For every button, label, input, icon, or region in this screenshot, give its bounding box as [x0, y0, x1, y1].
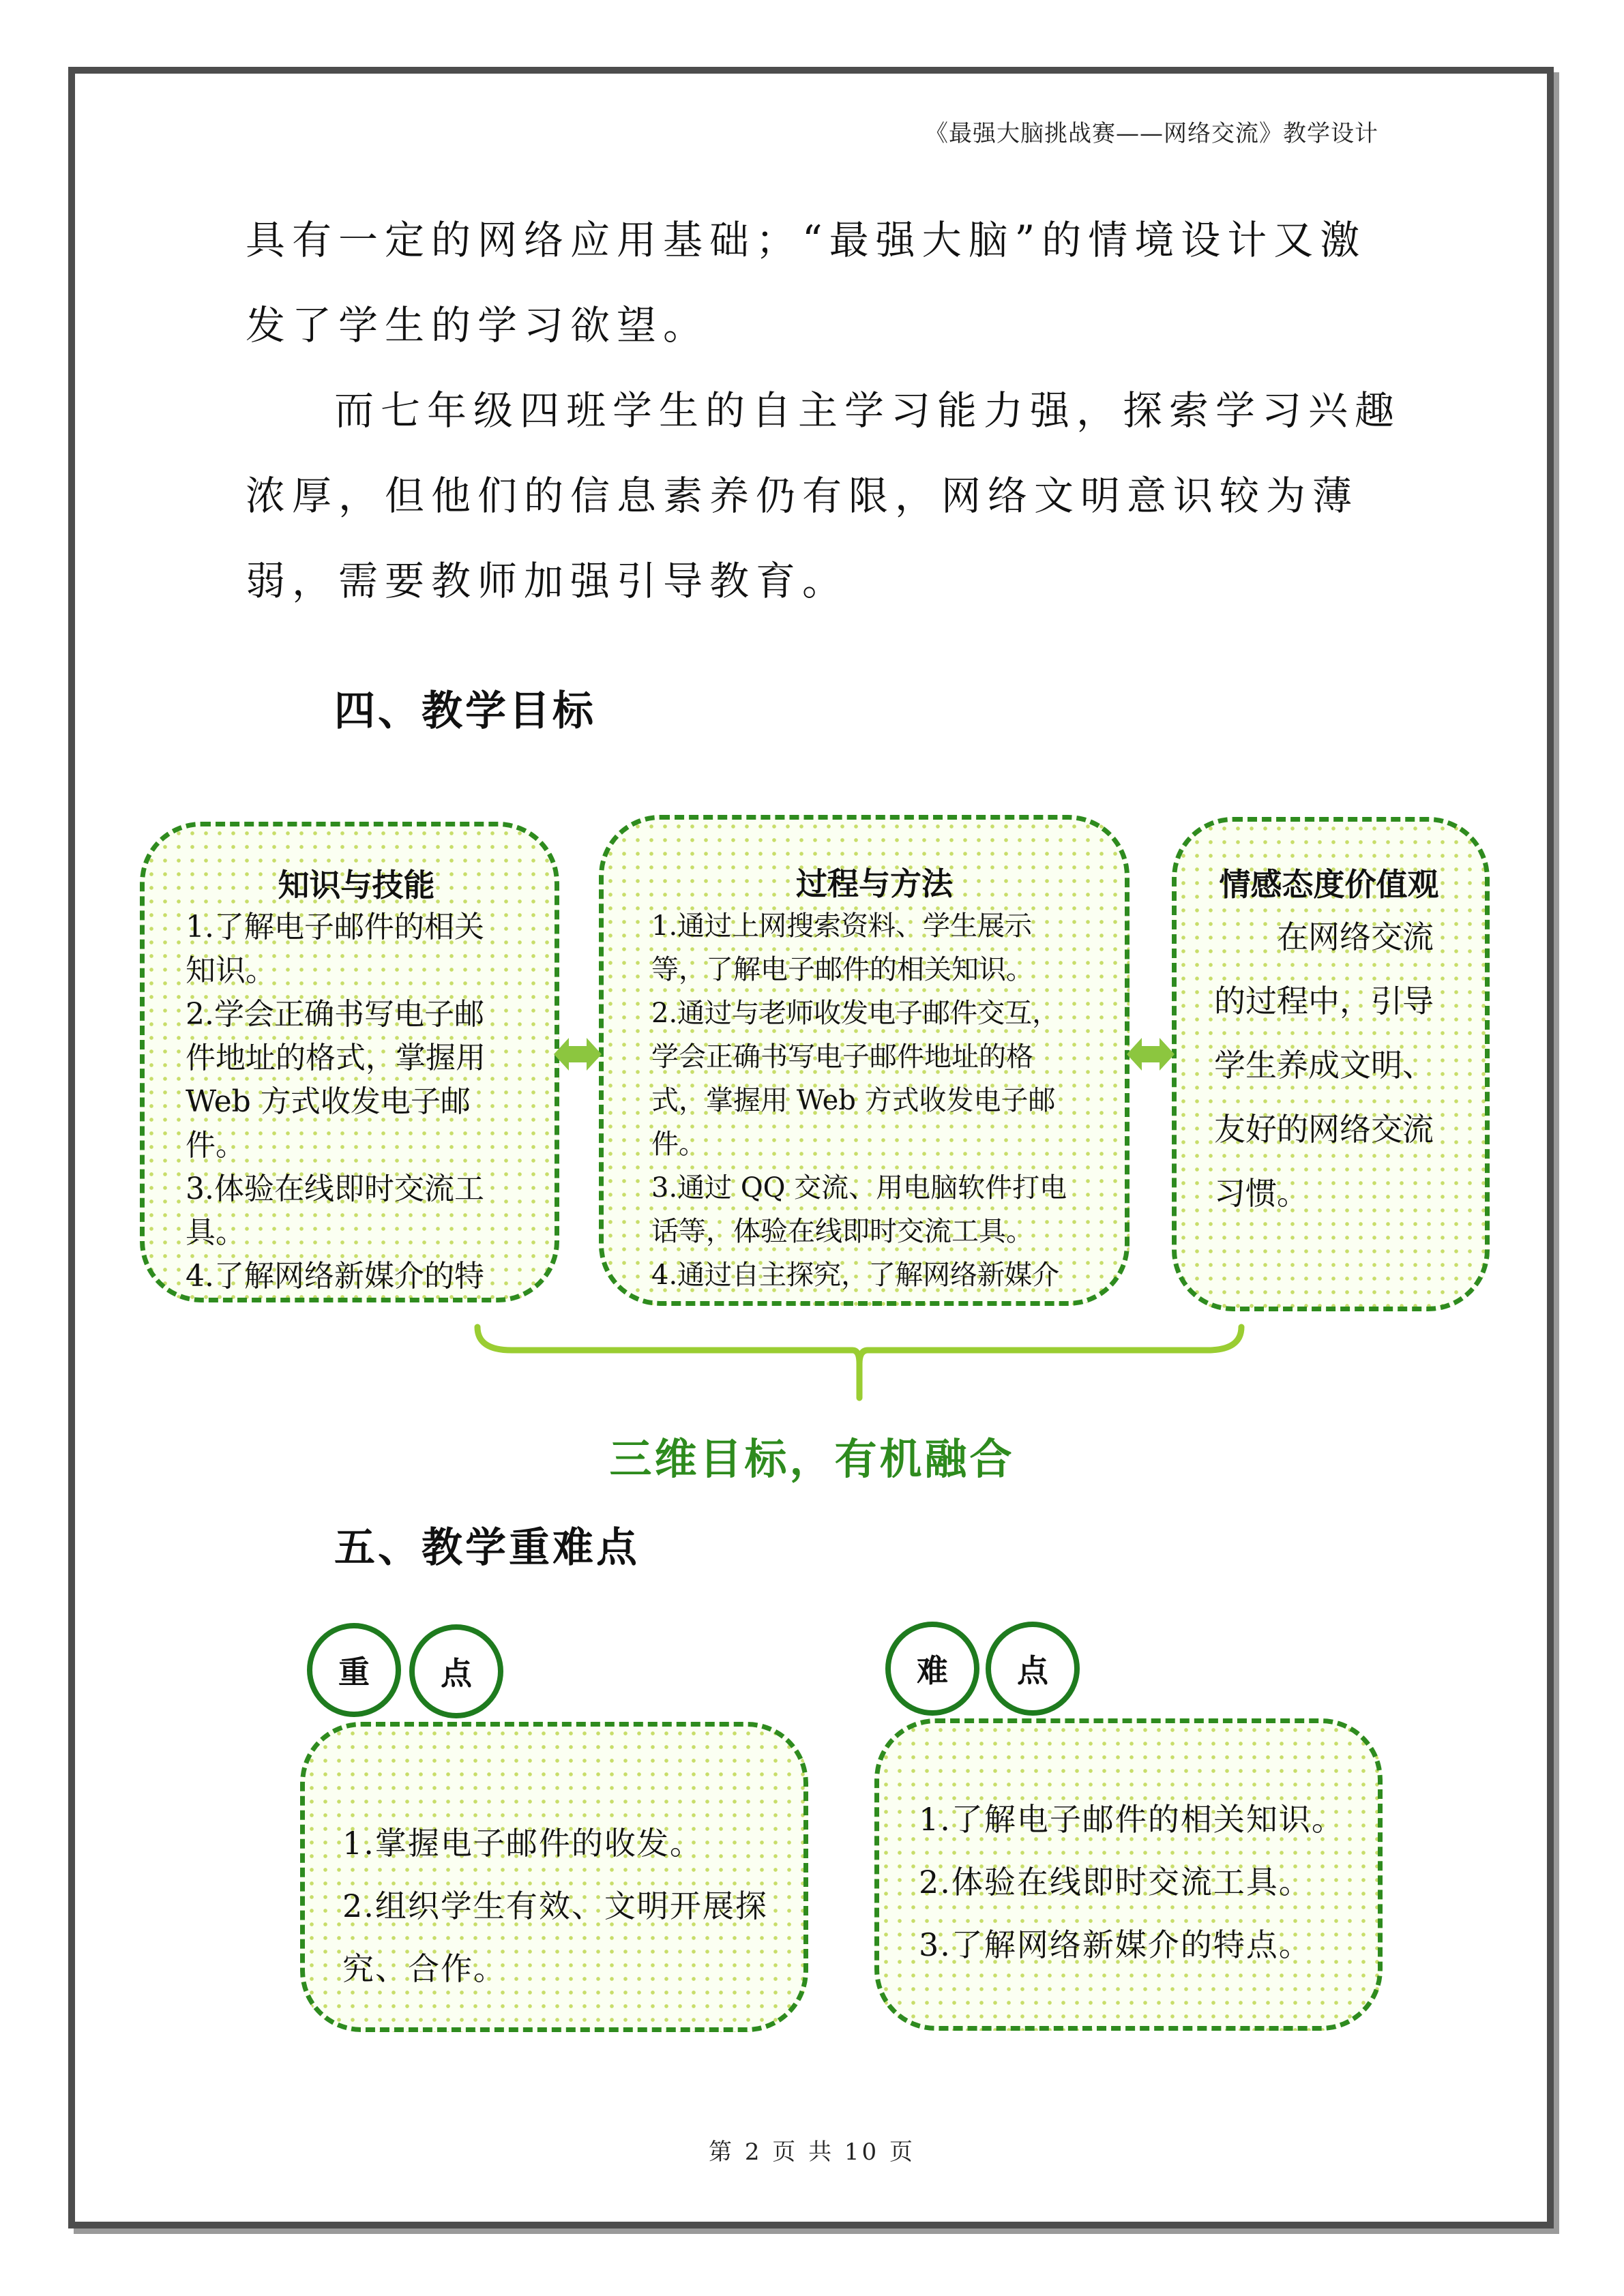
objective-box-knowledge	[140, 822, 559, 1302]
paragraph-line: 具有一定的网络应用基础；“最强大脑”的情境设计又激	[246, 217, 1367, 263]
key-points-box	[300, 1722, 808, 2032]
section-title-objectives: 四、教学目标	[334, 687, 596, 735]
objective-box-body: 1.了解电子邮件的相关 知识。 2.学会正确书写电子邮 件地址的格式，掌握用 Web 方式收发电子邮 件。 3.体验在线即时交流工 具。 4.了解网络新媒介的特	[186, 910, 486, 1294]
key-point-item: 1.掌握电子邮件的收发。	[342, 1825, 703, 1862]
key-point-item: 究、合作。	[342, 1950, 506, 1987]
key-circle-1: 重	[307, 1623, 401, 1717]
objective-box-process	[599, 815, 1130, 1306]
double-arrow-icon	[1127, 1035, 1175, 1073]
curly-brace-icon	[471, 1323, 1460, 1405]
objective-box-body: 在网络交流的过程中，引导学生养成文明、友好的网络交流习惯。	[1214, 919, 1434, 1212]
objective-box-attitude	[1172, 817, 1490, 1311]
section-title-key-points: 五、教学重难点	[334, 1524, 640, 1572]
objective-box-title: 过程与方法	[796, 865, 953, 902]
paragraph-line: 浓厚，但他们的信息素养仍有限，网络文明意识较为薄	[246, 473, 1359, 519]
paragraph-line: 而七年级四班学生的自主学习能力强，探索学习兴趣	[334, 387, 1402, 434]
objectives-slogan: 三维目标，有机融合	[609, 1434, 1015, 1484]
objective-box-title: 情感态度价值观	[1219, 866, 1439, 903]
paragraph-line: 发了学生的学习欲望。	[246, 302, 710, 348]
difficult-points-box	[874, 1718, 1383, 2031]
paragraph-line: 弱，需要教师加强引导教育。	[246, 558, 849, 604]
objective-box-title: 知识与技能	[278, 867, 435, 904]
difficult-point-item: 2.体验在线即时交流工具。	[919, 1864, 1312, 1900]
double-arrow-icon	[554, 1035, 602, 1073]
objective-box-body: 1.通过上网搜索资料、学生展示 等，了解电子邮件的相关知识。 2.通过与老师收发电子邮件交互， 学会正确书写电子邮件地址的格 式，掌握用 Web 方式收发电子邮 件。 3.通过 QQ 交流、用电脑软件打电 话等，体验在线即时交流工具。 4.通过自主探究，了解网络新媒介	[651, 910, 1067, 1291]
document-header: 《最强大脑挑战赛——网络交流》教学设计	[925, 120, 1378, 147]
key-point-item: 2.组织学生有效、文明开展探	[342, 1888, 768, 1924]
difficult-point-item: 1.了解电子邮件的相关知识。	[919, 1801, 1344, 1838]
difficult-circle-2: 点	[986, 1622, 1080, 1716]
key-circle-2: 点	[409, 1624, 503, 1718]
difficult-point-item: 3.了解网络新媒介的特点。	[919, 1926, 1312, 1963]
difficult-circle-1: 难	[885, 1622, 979, 1716]
page-number: 第 2 页 共 10 页	[709, 2138, 915, 2166]
